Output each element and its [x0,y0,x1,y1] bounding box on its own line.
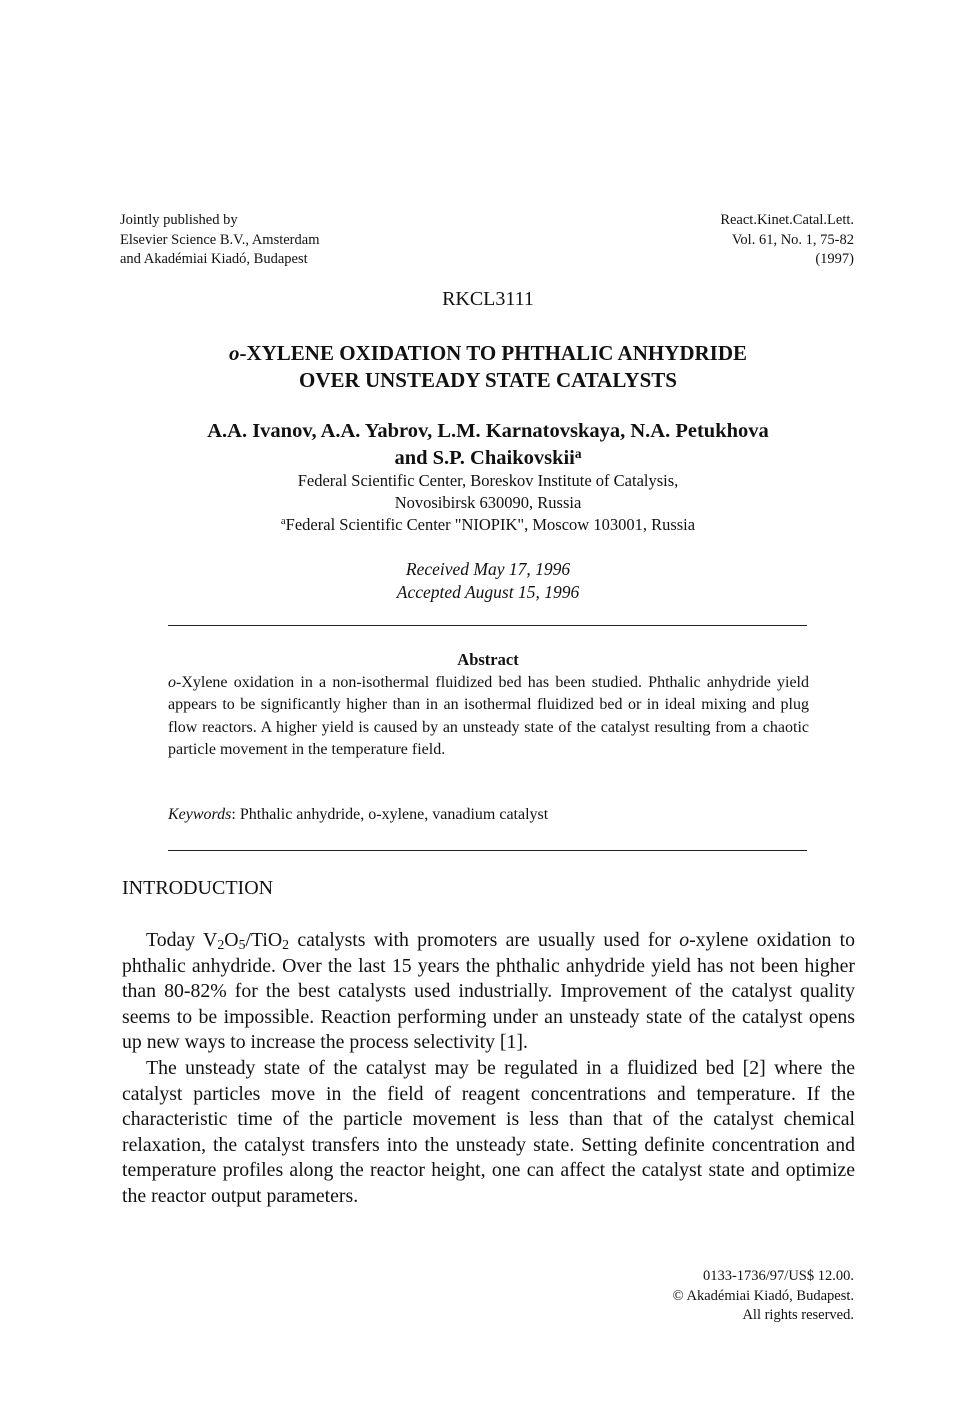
top-divider [168,625,807,626]
p1-text-e: -xylene oxidation to phthalic anhydride. Over the last 15 years the phthalic anhydride yield has not been higher than 80-82% for the best catalysts used industrially. Improvement of the catalyst quality seems to be impossible. Reaction performing under an unsteady state of the catalyst opens up new ways to increase the process selectivity [1]. [122,929,855,1054]
affiliation-line-3 [0,514,976,536]
intro-paragraph-1 [122,928,855,1056]
publisher-line: and Akadémiai Kiadó, Budapest [120,251,308,267]
author-affiliation-mark: a [574,446,582,461]
p1-text-c: /TiO [245,929,283,951]
received-date: Received May 17, 1996 [405,559,571,579]
intro-paragraph-2: The unsteady state of the catalyst may be regulated in a fluidized bed [2] where the catalyst particles move in the field of reagent concentrations and temperature. If the characteristic time of the particle movement is less than that of the catalyst chemical relaxation, the catalyst transfers into the unsteady state. Setting definite concentration and temperature profiles along the reactor height, one can affect the catalyst state and optimize the reactor output parameters. [122,1056,855,1207]
abstract-heading: Abstract [457,650,519,669]
submission-dates [0,558,976,604]
publisher-line: Elsevier Science B.V., Amsterdam [120,231,320,248]
publisher-info [120,211,319,270]
affiliation-line-1: Federal Scientific Center, Boreskov Institute of Catalysis, [297,471,679,490]
abstract-body: -Xylene oxidation in a non-isothermal fluidized bed has been studied. Phthalic anhydride yield appears to be significantly higher than in an isothermal fluidized bed or in ideal mixing and plug flow reactors. A higher yield is caused by an unsteady state of the catalyst resulting from a chaotic particle movement in the temperature field. [168,674,809,758]
affiliation-line-3-text: Federal Scientific Center "NIOPIK", Moscow 103001, Russia [285,515,696,534]
authors-line-1: A.A. Ivanov, A.A. Yabrov, L.M. Karnatovskaya, N.A. Petukhova [207,420,769,442]
p1-italic-o: o [679,929,690,951]
p1-text-a: Today V [146,929,218,951]
affiliation-mark: a [280,515,286,527]
bottom-divider [168,850,807,851]
publisher-line: Jointly published by [120,212,238,228]
title-italic-o: o [228,341,240,365]
authors-line-2-text: and S.P. Chaikovskii [394,447,575,469]
keywords-label: Keywords [168,806,232,823]
p1-sub-1: 2 [217,937,225,952]
p1-text-d: catalysts with promoters are usually used for [289,929,680,951]
authors-line-2 [0,445,976,472]
keywords-text: : Phthalic anhydride, o-xylene, vanadium catalyst [231,806,549,823]
title-line-1-text: -XYLENE OXIDATION TO PHTHALIC ANHYDRIDE [239,341,748,365]
abstract-italic-o: o [168,674,176,691]
accepted-date: Accepted August 15, 1996 [396,582,580,602]
journal-year: (1997) [815,251,854,267]
introduction-body [122,928,855,1210]
p1-sub-3: 2 [282,937,290,952]
keywords [168,806,548,824]
article-code: RKCL3111 [442,288,534,310]
title-line-2: OVER UNSTEADY STATE CATALYSTS [299,368,677,392]
p1-sub-2: 5 [238,937,246,952]
p1-text-b: O [224,929,239,951]
rights-line: All rights reserved. [742,1307,854,1323]
title-line-1 [0,340,976,367]
affiliations [0,470,976,536]
issn-price: 0133-1736/97/US$ 12.00. [702,1268,854,1284]
author-list [0,418,976,472]
section-heading-introduction: INTRODUCTION [122,877,274,899]
paper-title [0,340,976,394]
abstract-text [168,672,809,761]
affiliation-line-2: Novosibirsk 630090, Russia [394,493,582,512]
journal-volume: Vol. 61, No. 1, 75-82 [731,231,854,248]
copyright-line: © Akadémiai Kiadó, Budapest. [672,1287,854,1304]
journal-name: React.Kinet.Catal.Lett. [720,212,854,228]
journal-citation [720,211,854,270]
copyright-footer [673,1267,854,1326]
